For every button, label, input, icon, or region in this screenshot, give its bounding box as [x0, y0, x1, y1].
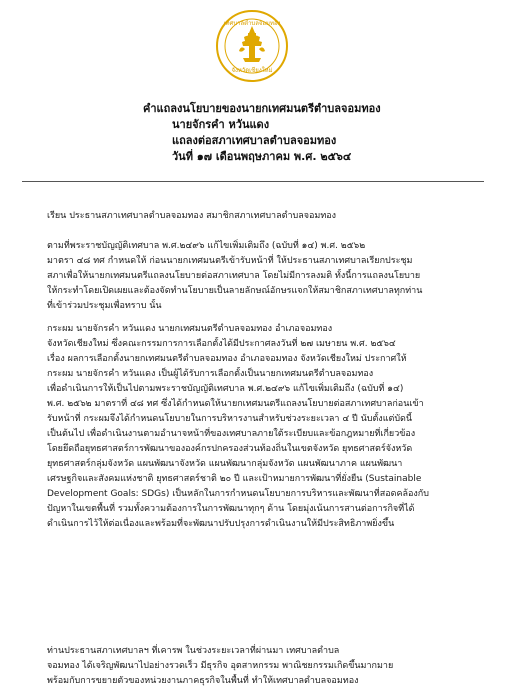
municipality-seal [215, 9, 289, 83]
paragraph-line: ที่เข้าร่วมประชุมเพื่อทราบ นั้น [47, 301, 162, 311]
paragraph-line: โดยยึดถือยุทธศาสตร์การพัฒนาขององค์กรปกครองส่วนท้องถิ่นในเขตจังหวัด ยุทธศาสตร์จังหวัด [47, 444, 413, 454]
paragraph-line: ยุทธศาสตร์กลุ่มจังหวัด แผนพัฒนาจังหวัด แผนพัฒนากลุ่มจังหวัด แผนพัฒนาภาค แผนพัฒนา [47, 459, 403, 469]
seal-top-text: เทศบาลตำบลจอมทอง [223, 20, 281, 27]
paragraph-line: กระผม นายจักรคำ หวันแดง เป็นผู้ได้รับการเลือกตั้งเป็นนายกเทศมนตรีตำบลจอมทอง [47, 369, 374, 379]
paragraph-line: พร้อมกับการขยายตัวของหน่วยงานภาคธุรกิจในพื้นที่ ทำให้เทศบาลตำบลจอมทอง [47, 676, 359, 686]
title-heading: คำแถลงนโยบายของนายกเทศมนตรีตำบลจอมทอง [143, 102, 381, 115]
paragraph-line: มาตรา ๔๘ ทศ กำหนดให้ ก่อนนายกเทศมนตรีเข้ารับหน้าที่ ให้ประธานสภาเทศบาลเรียกประชุม [47, 256, 413, 266]
paragraph-line: เป็นต้นไป เพื่อดำเนินงานตามอำนาจหน้าที่ของเทศบาลภายใต้ระเบียบและข้อกฎหมายที่เกี่ยวข้อง [47, 429, 416, 439]
paragraph-line: เศรษฐกิจและสังคมแห่งชาติ ยุทธศาสตร์ชาติ ๒๐ ปี และเป้าหมายการพัฒนาที่ยั่งยืน (Sustainable [47, 474, 422, 484]
paragraph-line: Development Goals: SDGs) เป็นหลักในการกำหนดนโยบายการบริหารและพัฒนาที่สอดคล้องกับ [47, 489, 429, 499]
paragraph-line: พ.ศ. ๒๕๖๒ มาตราที่ ๔๘ ทศ ซึ่งได้กำหนดให้นายกเทศมนตรีแถลงนโยบายต่อสภาเทศบาลก่อนเข้า [47, 399, 424, 409]
paragraph-line: ดำเนินการไว้ให้ต่อเนื่องและพร้อมที่จะพัฒนาปรับปรุงการดำเนินงานให้มีประสิทธิภาพยิ่งขึ้น [47, 519, 395, 529]
title-mayor-name: นายจักรคำ หวันแดง [172, 118, 270, 131]
paragraph-line: ตามที่พระราชบัญญัติเทศบาล พ.ศ.๒๔๙๖ แก้ไขเพิ่มเติมถึง (ฉบับที่ ๑๔) พ.ศ. ๒๕๖๒ [47, 241, 366, 251]
paragraph-line: สภาเพื่อให้นายกเทศมนตรีแถลงนโยบายต่อสภาเทศบาล โดยไม่มีการลงมติ ทั้งนี้การแถลงนโยบาย [47, 271, 421, 281]
paragraph-line: รับหน้าที่ กระผมจึงได้กำหนดนโยบายในการบริหารงานสำหรับช่วงระยะเวลา ๔ ปี นับตั้งแต่บัดนี้ [47, 414, 413, 424]
paragraph-line: จอมทอง ได้เจริญพัฒนาไปอย่างรวดเร็ว มีธุรกิจ อุตสาหกรรม พาณิชยกรรมเกิดขึ้นมากมาย [47, 661, 394, 671]
paragraph-line: เพื่อดำเนินการให้เป็นไปตามพระราชบัญญัติเทศบาล พ.ศ.๒๔๙๖ แก้ไขเพิ่มเติมถึง (ฉบับที่ ๑๔) [47, 384, 404, 394]
paragraph-line: จังหวัดเชียงใหม่ ซึ่งคณะกรรมการการเลือกตั้งได้มีประกาศลงวันที่ ๒๗ เมษายน พ.ศ. ๒๕๖๔ [47, 339, 396, 349]
paragraph-line: ปัญหาในเขตพื้นที่ รวมทั้งความต้องการในการพัฒนาทุกๆ ด้าน โดยมุ่งเน้นการสานต่อการกิจที่ได้ [47, 504, 415, 514]
salutation-line: เรียน ประธานสภาเทศบาลตำบลจอมทอง สมาชิกสภาเทศบาลตำบลจอมทอง [47, 211, 337, 221]
paragraph-line: ท่านประธานสภาเทศบาลฯ ที่เคารพ ในช่วงระยะเวลาที่ผ่านมา เทศบาลตำบล [47, 646, 340, 656]
paragraph-line: ให้กระทำโดยเปิดเผยและต้องจัดทำนโยบายเป็นลายลักษณ์อักษรแจกให้สมาชิกสภาเทศบาลทุกท่าน [47, 286, 423, 296]
paragraph-line: เรื่อง ผลการเลือกตั้งนายกเทศมนตรีตำบลจอมทอง อำเภอจอมทอง จังหวัดเชียงใหม่ ประกาศให้ [47, 354, 407, 364]
title-council: แถลงต่อสภาเทศบาลตำบลจอมทอง [172, 134, 337, 147]
title-date: วันที่ ๑๗ เดือนพฤษภาคม พ.ศ. ๒๕๖๔ [172, 150, 352, 163]
document-title-block [143, 101, 463, 165]
paragraph-line: กระผม นายจักรคำ หวันแดง นายกเทศมนตรีตำบลจอมทอง อำเภอจอมทอง [47, 324, 333, 334]
title-divider [22, 181, 484, 182]
seal-bottom-text: จังหวัดเชียงใหม่ [231, 67, 273, 74]
